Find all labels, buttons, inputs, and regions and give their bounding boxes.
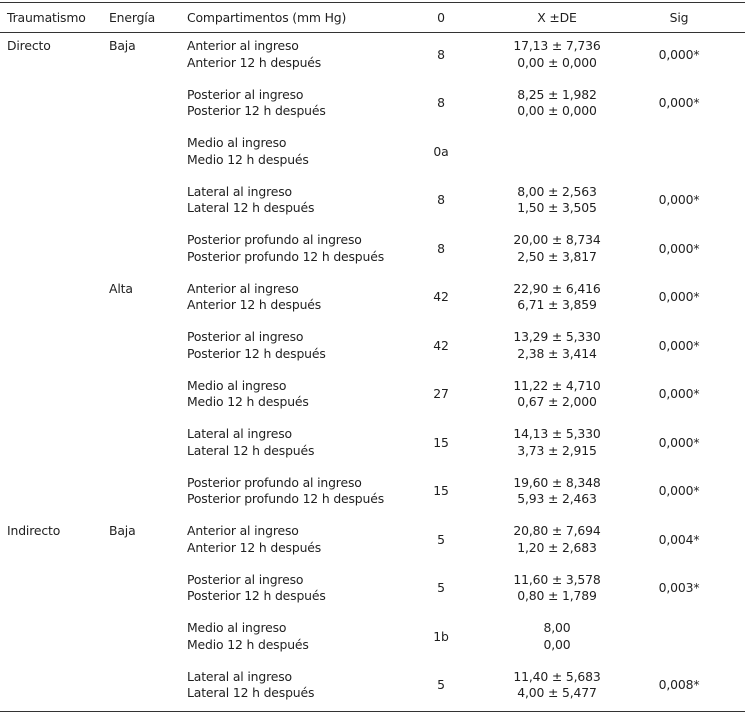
cell-compartimento-ingreso: Posterior al ingreso <box>187 329 304 344</box>
cell-energia: Baja <box>109 38 136 53</box>
cell-sig: 0,004* <box>658 531 700 547</box>
cell-compartimento-despues: Posterior profundo 12 h después <box>187 248 385 264</box>
cell-xde-ingreso: 13,29 ± 5,330 <box>513 329 601 344</box>
cell-traumatismo: Indirecto <box>7 523 61 538</box>
cell-n: 8 <box>437 46 445 62</box>
cell-xde-ingreso: 20,00 ± 8,734 <box>513 232 601 247</box>
cell-compartimento-ingreso: Posterior profundo al ingreso <box>187 232 362 247</box>
cell-xde-ingreso: 19,60 ± 8,348 <box>513 474 601 490</box>
cell-compartimento-ingreso: Posterior al ingreso <box>187 571 304 587</box>
cell-xde-despues: 0,67 ± 2,000 <box>517 394 597 409</box>
cell-n: 8 <box>437 94 445 110</box>
cell-compartimento-despues: Posterior 12 h después <box>187 103 326 118</box>
cell-xde-despues: 3,73 ± 2,915 <box>517 442 597 458</box>
cell-xde-despues: 0,00 ± 0,000 <box>517 54 597 70</box>
cell-compartimento-despues: Medio 12 h después <box>187 394 309 409</box>
table-bottom-rule <box>0 711 745 712</box>
cell-xde-despues: 1,50 ± 3,505 <box>517 200 597 215</box>
cell-xde-despues: 1,20 ± 2,683 <box>517 539 597 555</box>
cell-xde-ingreso: 8,00 ± 2,563 <box>517 183 597 199</box>
cell-energia: Baja <box>109 523 136 538</box>
header-traumatismo: Traumatismo <box>7 10 86 25</box>
cell-xde-despues: 6,71 ± 3,859 <box>517 297 597 312</box>
table-header-rule <box>0 32 745 33</box>
cell-sig: 0,000* <box>658 337 700 353</box>
cell-compartimento-despues: Posterior 12 h después <box>187 588 326 603</box>
cell-compartimento-despues: Medio 12 h después <box>187 151 309 167</box>
cell-compartimento-ingreso: Medio al ingreso <box>187 377 287 393</box>
cell-compartimento-despues: Lateral 12 h después <box>187 685 315 700</box>
cell-n: 15 <box>433 434 449 450</box>
cell-xde-ingreso: 11,60 ± 3,578 <box>513 571 601 587</box>
cell-compartimento-despues: Lateral 12 h después <box>187 200 315 215</box>
cell-compartimento-despues: Posterior profundo 12 h después <box>187 491 385 506</box>
cell-sig: 0,000* <box>658 288 700 304</box>
cell-sig: 0,000* <box>658 240 700 256</box>
cell-compartimento-despues: Anterior 12 h después <box>187 54 322 70</box>
cell-xde-ingreso: 22,90 ± 6,416 <box>513 280 601 296</box>
cell-n: 0a <box>433 143 449 159</box>
cell-xde-ingreso: 8,00 <box>543 620 571 635</box>
header-compartimentos: Compartimentos (mm Hg) <box>187 10 347 25</box>
cell-xde-despues: 2,50 ± 3,817 <box>517 248 597 264</box>
cell-sig: 0,003* <box>658 579 700 595</box>
cell-sig: 0,000* <box>658 46 700 62</box>
cell-compartimento-despues: Posterior 12 h después <box>187 345 326 361</box>
cell-xde-despues: 4,00 ± 5,477 <box>517 685 597 700</box>
header-sig: Sig <box>669 10 689 25</box>
cell-xde-despues: 0,00 ± 0,000 <box>517 103 597 118</box>
cell-xde-ingreso: 11,22 ± 4,710 <box>513 377 601 393</box>
cell-sig: 0,000* <box>658 434 700 450</box>
cell-compartimento-ingreso: Anterior al ingreso <box>187 38 299 53</box>
cell-compartimento-despues: Lateral 12 h después <box>187 442 315 458</box>
header-n: 0 <box>437 10 445 25</box>
cell-n: 27 <box>433 385 449 401</box>
cell-xde-ingreso: 17,13 ± 7,736 <box>513 38 601 53</box>
cell-xde-ingreso: 20,80 ± 7,694 <box>513 523 601 538</box>
cell-compartimento-ingreso: Lateral al ingreso <box>187 426 292 441</box>
cell-n: 8 <box>437 240 445 256</box>
cell-n: 42 <box>433 337 449 353</box>
cell-xde-despues: 5,93 ± 2,463 <box>517 491 597 506</box>
cell-compartimento-despues: Anterior 12 h después <box>187 539 322 555</box>
cell-traumatismo: Directo <box>7 38 51 53</box>
header-energia: Energía <box>109 10 156 25</box>
cell-xde-despues: 0,00 <box>543 636 571 652</box>
cell-energia: Alta <box>109 280 133 296</box>
cell-compartimento-despues: Medio 12 h después <box>187 636 309 652</box>
cell-compartimento-ingreso: Anterior al ingreso <box>187 280 299 296</box>
cell-n: 5 <box>437 531 445 547</box>
cell-xde-ingreso: 8,25 ± 1,982 <box>517 86 597 102</box>
header-x-de: X ±DE <box>537 10 577 25</box>
cell-n: 8 <box>437 191 445 207</box>
cell-n: 5 <box>437 579 445 595</box>
cell-compartimento-ingreso: Lateral al ingreso <box>187 183 292 199</box>
cell-compartimento-ingreso: Medio al ingreso <box>187 620 287 635</box>
table-top-rule <box>0 2 745 3</box>
cell-n: 5 <box>437 676 445 692</box>
cell-n: 1b <box>433 628 449 644</box>
cell-n: 15 <box>433 482 449 498</box>
cell-xde-ingreso: 14,13 ± 5,330 <box>513 426 601 441</box>
cell-compartimento-ingreso: Posterior profundo al ingreso <box>187 474 362 490</box>
cell-xde-ingreso: 11,40 ± 5,683 <box>513 668 601 684</box>
cell-compartimento-ingreso: Medio al ingreso <box>187 135 287 150</box>
cell-sig: 0,000* <box>658 482 700 498</box>
cell-compartimento-ingreso: Anterior al ingreso <box>187 523 299 538</box>
cell-xde-despues: 2,38 ± 3,414 <box>517 345 597 361</box>
cell-xde-despues: 0,80 ± 1,789 <box>517 588 597 603</box>
cell-n: 42 <box>433 288 449 304</box>
cell-sig: 0,000* <box>658 191 700 207</box>
cell-sig: 0,000* <box>658 385 700 401</box>
cell-sig: 0,008* <box>658 676 700 692</box>
cell-compartimento-ingreso: Posterior al ingreso <box>187 86 304 102</box>
cell-sig: 0,000* <box>658 94 700 110</box>
cell-compartimento-ingreso: Lateral al ingreso <box>187 668 292 684</box>
cell-compartimento-despues: Anterior 12 h después <box>187 297 322 312</box>
